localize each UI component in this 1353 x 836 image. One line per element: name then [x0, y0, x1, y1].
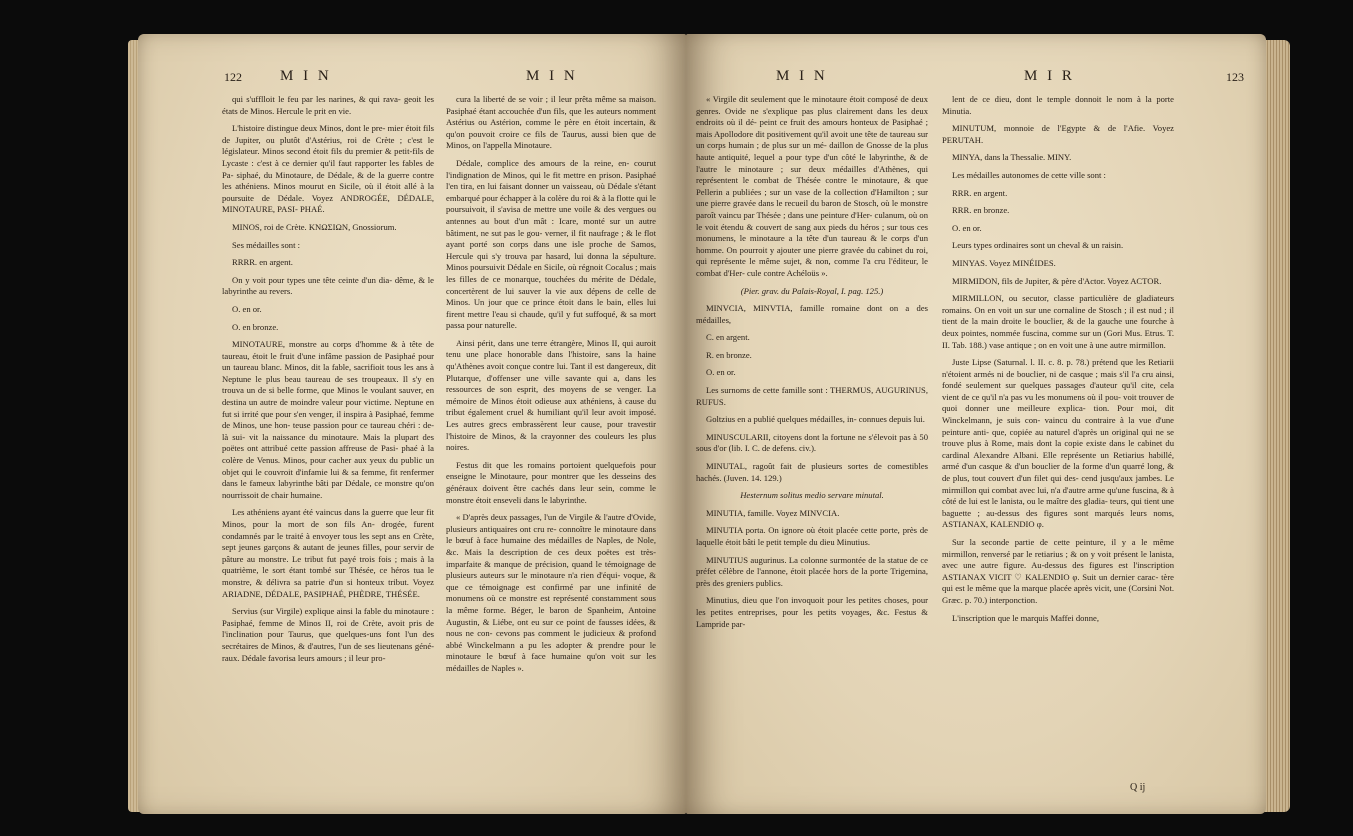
- paragraph: Hesternum solitus medio servare minutal.: [740, 490, 884, 501]
- left-page-column-2: [446, 94, 656, 784]
- paragraph: MINUTIA, famille. Voyez MINVCIA.: [706, 507, 840, 518]
- paragraph: Servius (sur Virgile) explique ainsi la fable du minotaure : Pasiphaé, femme de Minos II, roi de Crète, avoit pris de l'inclination pour Taurus, que quelques-uns font l'un des secrétaires de Minos, & d'autres, l'un de ses lieutenans géné- raux. Dédale favorisa leurs amours ; il leur pro-: [222, 606, 434, 663]
- paragraph: R. en bronze.: [706, 349, 752, 360]
- paragraph: Les athéniens ayant été vaincus dans la guerre que leur fit Minos, pour la mort de son fils An- drogée, furent condamnés par le traité à envoyer tous les sept ans en Crète, sept jeunes garçons & autant de jeunes filles, pour servir de pâture au monstre. Le tribut fut payé trois fois ; mais à la quatrième, le sort étant tombé sur Thésée, ce héros tua le monstre, & délivra sa patrie d'un si honteux tribut. Voyez ARIADNE, DÉDALE, PASIPHAÉ, PHÈDRE, THÉSÉE.: [222, 507, 434, 599]
- paragraph: Ainsi périt, dans une terre étrangère, Minos II, qui auroit tenu une place honorable dans l'histoire, sans la haine qu'Athènes avoit conçue contre lui. Tant il est dangereux, dit Plutarque, d'offenser une ville savante qui a, dans les ressources de son esprit, des moyens de se venger. La mémoire de Minos étoit odieuse aux athéniens, à cause du tribut également cruel & humiliant qu'il leur avoit imposé. Les autres grecs embrassèrent leur cause, pour travestir l'histoire de Minos, & la crayonner des couleurs les plus noires.: [446, 337, 656, 453]
- paragraph: Dédale, complice des amours de la reine, en- courut l'indignation de Minos, qui le fit mettre en prison. Pasiphaé l'en tira, en lui faisant donner un vaisseau, où Dédale s'étant embarqué pour échapper à la colère du roi & à la flotte qui le poursuivoit, il s'avisa de mettre une voile & des vergues ou antennes au bout d'un mât : Icare, monté sur un autre bâtiment, ne sut pas le gou- verner, il fit naufrage ; & le flot ayant porté son corps dans une isle proche de Samos, Hercule qui s'y trouva par hasard, lui donna la sépulture. Minos poursuivit Dédale en Sicile, où régnoit Cocalus ; mais les filles de ce monarque, touchées du mérite de Dédale, concertèrent de lui sauver la vie aux dépens de celle de Minos. Un jour que ce prince étoit dans le bain, elles lui firent mettre l'eau si chaude, qu'il y fut suffoqué, & sa mort passa pour naturelle.: [446, 157, 656, 331]
- paragraph: MINUTIA porta. On ignore où étoit placée cette porte, près de laquelle étoit bâti le petit temple du dieu Minutius.: [696, 525, 928, 547]
- paragraph: Minutius, dieu que l'on invoquoit pour les petites choses, pour les petites entreprises, pour les petits voyages, &c. Festus & Lampride par-: [696, 595, 928, 629]
- paragraph: Juste Lipse (Saturnal. l. II. c. 8. p. 78.) prétend que les Retiarii n'étoient armés ni de bouclier, ni de casque ; mais s'il l'a cru ainsi, fondé seulement sur quelques passages d'auteur qu'il cite, cela vient de ce qu'il n'a pas vu les monumens où il pou- voit trouver de quoi donner une meilleure explica- tion. Pour moi, dit Winckelmann, je suis con- vaincu du contraire à la vue d'une peinture anti- que, copiée au naturel d'après un original qui ne se trouve plus à Rome, mais dont la copie existe dans le cabinet du cardinal Alexandre Albani. Elle représente un Retiarius habillé, armé d'un casque & d'un bouclier de la forme d'un quarré long, & de plus, tout couvert d'un filet qui des- cend jusqu'aux jambes. Le mirmillon qui combat avec lui, n'a d'autre arme qu'une fuscina, & à côté de lui est le lanista, ou le maître des gladia- teurs, qui tient une baguette ; au-dessus des figures sont marqués leurs noms, ASTIANAX, KALENDIO φ.: [942, 357, 1174, 530]
- paragraph: Goltzius en a publié quelques médailles, in- connues depuis lui.: [706, 414, 925, 425]
- page-number-right: 123: [1226, 70, 1244, 84]
- left-page: [138, 34, 686, 814]
- paragraph: qui s'ufflloit le feu par les narines, & qui rava- geoit les états de Minos. Hercule le prit en vie.: [222, 94, 434, 116]
- paragraph: O. en or.: [952, 222, 982, 233]
- paragraph: MIRMILLON, ou secutor, classe particulière de gladiateurs romains. On en voit un sur une cornaline de Stosch ; il est nud ; il tient de la main droite le bouclier, & de la gauche une fourche à deux pointes, nommée fuscina, comme sur un (Gori Mus. Etrus. T. II. Tab. 188.) vase antique ; on en voit une à une autre mirmillon.: [942, 293, 1174, 350]
- paragraph: MINYA, dans la Thessalie. MINY.: [952, 152, 1072, 163]
- paragraph: Festus dit que les romains portoient quelquefois pour enseigne le Minotaure, pour montrer que les desseins des généraux doivent être cachés dans leur sein, comme le monstre étoit enseveli dans le labyrinthe.: [446, 459, 656, 505]
- paragraph: MINUTUM, monnoie de l'Egypte & de l'Afie. Voyez PERUTAH.: [942, 123, 1174, 145]
- running-head-left-2: M I N: [526, 68, 578, 84]
- paragraph: MINUTAL, ragoût fait de plusieurs sortes de comestibles hachés. (Juven. 14. 129.): [696, 461, 928, 483]
- paragraph: MINOS, roi de Crète. ΚΝΩΣΙΩΝ, Gnossiorum.: [232, 221, 397, 232]
- open-book: [138, 34, 1266, 814]
- paragraph: L'inscription que le marquis Maffei donne,: [952, 612, 1099, 623]
- left-page-column-1: [222, 94, 434, 784]
- paragraph: C. en argent.: [706, 332, 750, 343]
- signature-mark: Q ij: [1130, 782, 1146, 793]
- paragraph: lent de ce dieu, dont le temple donnoit le nom à la porte Minutia.: [942, 94, 1174, 116]
- right-page-column-1: [696, 94, 928, 784]
- running-head-right-2: M I R: [1024, 68, 1075, 84]
- paragraph: RRRR. en argent.: [232, 257, 293, 268]
- book-edge-right: [1262, 40, 1290, 812]
- right-page: [686, 34, 1266, 814]
- paragraph: Sur la seconde partie de cette peinture, il y a le même mirmillon, renversé par le retiarius ; & on y voit présent le lanista, avec une autre figure. Au-dessus des figures est l'inscription ASTIANAX VICIT ♡ KALENDIO φ. Suit un dernier carac- tère qui est le même que la marque placée après vicit, une (Corsini Not. Græc. p. 70.) interponction.: [942, 537, 1174, 605]
- paragraph: Ses médailles sont :: [232, 239, 301, 250]
- paragraph: « D'après deux passages, l'un de Virgile & l'autre d'Ovide, plusieurs antiquaires ont cru re- connoître le minotaure dans le bœuf à face humaine des médailles de Naples, de Nole, &c. Mais la description de ces deux poëtes est très-imparfaite & manque de précision, quand le témoignage de plusieurs auteurs sur le minotaure n'a rien d'équi- voque, & que ce témoignage est confirmé par une infinité de monumens où ce monstre est représenté constamment sous la même forme. Béger, le baron de Spanheim, Antoine Augustin, & Liébe, ont eu sur ce point de fausses idées, & nous ne con- cevons pas comment le judicieux & profond abbé Winckelmann a pu les adopter & prendre pour le minotaure le bœuf à face humaine qu'on voit sur les médailles de Naples ».: [446, 512, 656, 673]
- paragraph: O. en bronze.: [232, 321, 279, 332]
- paragraph: O. en or.: [232, 303, 262, 314]
- paragraph: L'histoire distingue deux Minos, dont le pre- mier étoit fils de Jupiter, ou plutôt d'Astérius, roi de Crète ; c'est le législateur. Minos second étoit fils du premier & petit-fils de Lycaste : c'est à ce dernier qu'il faut rapporter les fables de Pa- siphaé, du Minotaure, de Dédale, & de la guerre contre les athéniens. Minos mourut en Sicile, où il étoit allé à la poursuite de Dédale. Voyez ANDROGÉE, DÉDALE, MINOTAURE, PASI- PHAÉ.: [222, 123, 434, 215]
- paragraph: MINUTIUS augurinus. La colonne surmontée de la statue de ce préfet célèbre de l'annone, étoit placée hors de la porte Trigemina, près des greniers publics.: [696, 554, 928, 588]
- paragraph: cura la liberté de se voir ; il leur prêta même sa maison. Pasiphaé étant accouchée d'un fils, que les auteurs nomment Astérius ou Astérion, comme le père en étoit incertain, & qu'on pouvoit croire ce fils de Taurus, aussi bien que de Minos, on l'appella Minotaure.: [446, 94, 656, 151]
- paragraph: On y voit pour types une tête ceinte d'un dia- dême, & le labyrinthe au revers.: [222, 274, 434, 297]
- paragraph: MINUSCULARII, citoyens dont la fortune ne s'élevoit pas à 50 sous d'or (lib. I. C. de defens. civ.).: [696, 431, 928, 454]
- paragraph: Leurs types ordinaires sont un cheval & un raisin.: [952, 240, 1124, 251]
- paragraph: (Pier. grav. du Palais-Royal, I. pag. 125.): [740, 285, 884, 296]
- paragraph: MINYAS. Voyez MINÉIDES.: [952, 257, 1056, 268]
- running-head-left-1: M I N: [280, 68, 332, 84]
- page-number-left: 122: [224, 70, 242, 84]
- paragraph: MINVCIA, MINVTIA, famille romaine dont on a des médailles,: [696, 303, 928, 325]
- paragraph: Les médailles autonomes de cette ville sont :: [952, 169, 1106, 180]
- right-page-column-2: [942, 94, 1174, 784]
- running-head-right-1: M I N: [776, 68, 828, 84]
- paragraph: « Virgile dit seulement que le minotaure étoit composé de deux genres. Ovide ne s'explique pas plus clairement dans les deux endroits où il dé- peint ce fruit des amours honteux de Pasiphaé ; mais Apollodore dit positivement qu'il avoit une tête de taureau sur un corps humain ; de plus sur un mé- daillon de Gnosse de la plus haute antiquité, lequel a pour type d'un côté le labyrinthe, & de l'autre le minotaure ; sur deux médailles d'Athènes, qui représentent le combat de Thésée contre le minotaure, & que Pellerin a publiées ; sur un vase de la collection d'Hamilton ; sur une pierre gravée dans le recueil du baron de Stosch, où le monstre paroît vaincu par Thésée ; dans une peinture d'Her- culanum, où on le voit étendu & couvert de sang aux pieds du héros ; sur tous ces monumens, le minotaure a la tête d'un taureau & le corps d'un homme. On pourroit y ajouter une pierre gravée du cabinet du roi, qui représente le même sujet, & non, comme l'a cru l'éditeur, le combat d'Her- cule contre Achéloüs ».: [696, 94, 928, 278]
- paragraph: O. en or.: [706, 367, 736, 378]
- paragraph: RRR. en argent.: [952, 187, 1008, 198]
- paragraph: MIRMIDON, fils de Jupiter, & père d'Actor. Voyez ACTOR.: [952, 275, 1162, 286]
- paragraph: Les surnoms de cette famille sont : THERMUS, AUGURINUS, RUFUS.: [696, 385, 928, 407]
- paragraph: RRR. en bronze.: [952, 205, 1010, 216]
- paragraph: MINOTAURE, monstre au corps d'homme & à tête de taureau, étoit le fruit d'une infâme passion de Pasiphaé pour un taureau blanc. Minos, dit la fable, sacrifioit tous les ans à Neptune le plus beau taureau de ses troupeaux. Il s'y en trouva un de si belle forme, que Minos le voulant sauver, en destina un autre de moindre valeur pour victime. Neptune en fut si irrité que pour s'en venger, il inspira à Pasiphaé, femme de Minos, une hon- teuse passion pour ce taureau chéri : de-là sui- vit la naissance du minotaure. Mais la plupart des poëtes ont attribué cette passion affreuse de Pasi- phaé à la colère de Venus. Minos, pour cacher aux yeux du public un objet qui le couvroit d'infamie lui & sa femme, fit renfermer dans le fameux labyrinthe bâti par Dédale, ce monstre qu'on nourrissoit de chair humaine.: [222, 339, 434, 500]
